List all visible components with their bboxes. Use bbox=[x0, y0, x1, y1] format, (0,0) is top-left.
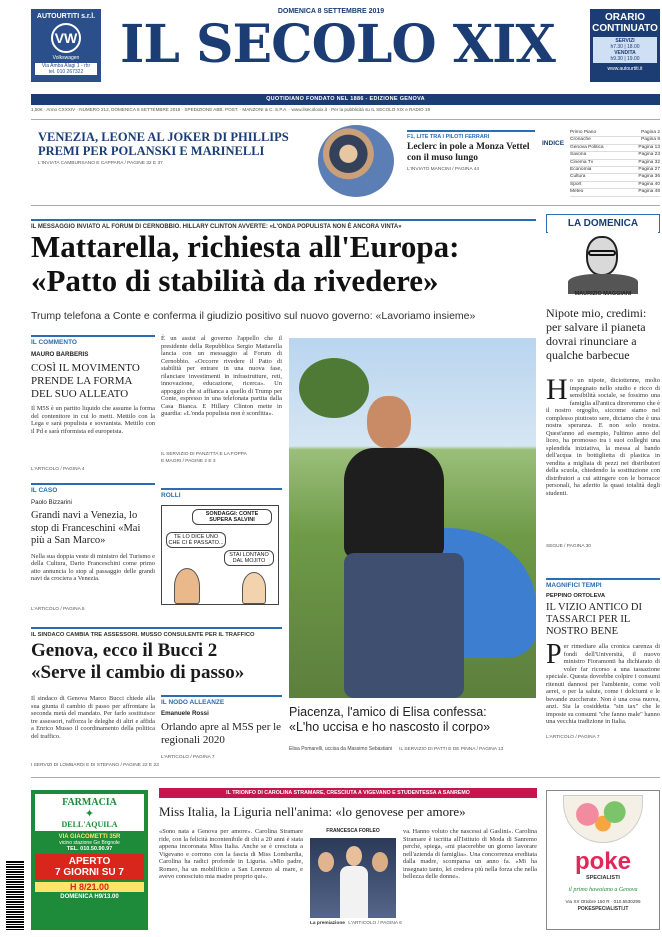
index-section: Primo Piano bbox=[570, 130, 597, 135]
cartoon-figure-icon bbox=[174, 568, 200, 604]
index-page: Pagina 36 bbox=[638, 174, 660, 180]
index-row[interactable] bbox=[570, 174, 660, 181]
miss-caption bbox=[310, 921, 402, 926]
genova-foot: I SERVIZI DI LOMBARDI E DI STEFANO / PAGINE 22 E 23 bbox=[31, 763, 159, 768]
magnifici-foot: L'ARTICOLO / PAGINA 7 bbox=[546, 735, 600, 740]
pharmacy-address2: vicino stazione Ge Brignole bbox=[59, 840, 120, 846]
poke-brand: poke bbox=[574, 848, 631, 875]
miss-body-1: «Sono nata a Genova per amore». Carolina Stramare ride, con la felicità incontenibile di chi a 20 anni è stata appena incoronata Miss Italia. Anche se è cresciuta a Vigevano e corrono con la fascia di Miss Lombardia, Carolina ha radici profonde in Liguria. «Mio padre, Romeo, ha un mobilificio a San Lorenzo al mare, e avevo conosciuto mia madre proprio qui». bbox=[159, 828, 303, 880]
index-row[interactable] bbox=[570, 152, 660, 159]
cartoon-bubble: SONDAGGI: CONTE SUPERA SALVINI bbox=[192, 509, 272, 525]
domenica-label: LA DOMENICA bbox=[546, 214, 660, 233]
teaser-title: VENEZIA, LEONE AL JOKER DI PHILLIPS PREMI PER POLANSKI E MARINELLI bbox=[38, 130, 289, 158]
domenica-article bbox=[546, 373, 660, 549]
caso-foot: L'ARTICOLO / PAGINA 5 bbox=[31, 606, 85, 612]
commento-block[interactable] bbox=[31, 335, 155, 472]
alleanze-block[interactable] bbox=[161, 695, 282, 760]
index-page: Pagina 13 bbox=[638, 144, 660, 150]
left-masthead-ad[interactable] bbox=[31, 9, 101, 82]
magnifici-block[interactable] bbox=[546, 578, 660, 740]
glasses-icon bbox=[588, 250, 616, 256]
teaser-kicker: F1, LITE TRA I PILOTI FERRARI bbox=[407, 130, 535, 140]
person-legs bbox=[344, 553, 464, 698]
lead-headline[interactable] bbox=[31, 230, 536, 298]
teaser-title: Leclerc in pole a Monza Vettel con il muso lungo bbox=[407, 142, 530, 163]
dropcap: H bbox=[546, 373, 568, 406]
genova-headline-line: «Serve il cambio di passo» bbox=[31, 662, 245, 683]
index-row[interactable] bbox=[570, 160, 660, 167]
pharmacy-address: VIA GIACOMETTI 35R bbox=[58, 834, 121, 840]
magnifici-body: er rimediare alla cronica carenza di fondi dell'Università, il nuovo ministro Fioramonti ha dichiarato di voler far ricorso a una tassazione speciale. Questa dovrebbe colpire i consumi ritenuti dannosi per l'ambiente, come voli aerei, o per la salute, come i dolciumi e le bevande zuccherate. Non è una cosa nuova, anzi. Sia la cosiddetta "sin tax" che le imposte su consumi "che fanno male" hanno una vecchia tradizione in Italia. bbox=[546, 643, 660, 725]
rolli-block bbox=[161, 488, 282, 605]
tree-icon bbox=[299, 358, 369, 418]
ad-title: ORARIO CONTINUATO bbox=[592, 12, 658, 34]
maggiani-portrait bbox=[548, 232, 658, 286]
magnifici-label: MAGNIFICI TEMPI bbox=[546, 578, 660, 589]
lead-headline-line: «Patto di stabilità da rivedere» bbox=[31, 263, 439, 298]
mattarella-body: È un assist al governo l'appello che il presidente della Repubblica Sergio Mattarella lancia con un messaggio al Forum di Cernobbio. «Occorre rivedere il Patto di stabilità per entrare in una nuova fase, rilanciare investimenti in infrastrutture, reti, innovazione, educazione, ricerca». Un appoggio che si affianca a quello di Trump per Conte, espresso in una telefonata partita dalla Casa Bianca. E Hillary Clinton mette in guardia: «L'onda populista non è sconfitta». bbox=[161, 335, 282, 417]
index-section: Savona bbox=[570, 152, 587, 158]
ad-address: Via Amba Alagi 1 - rhr bbox=[35, 63, 97, 69]
cartoon bbox=[161, 505, 279, 605]
mattarella-foot: E MAGRI / PAGINE 2 E 3 bbox=[161, 459, 216, 464]
alleanze-title: Orlando apre al M5S per le regionali 2020 bbox=[161, 721, 282, 746]
lead-deck: Trump telefona a Conte e conferma il giudizio positivo sul nuovo governo: «Lavoriamo insieme» bbox=[31, 310, 476, 322]
index-row[interactable] bbox=[570, 137, 660, 144]
pharmacy-name: FARMACIA bbox=[62, 797, 117, 808]
index-section: Economia bbox=[570, 167, 592, 173]
genova-kicker: IL SINDACO CAMBIA TRE ASSESSORI. MUSSO CONSULENTE PER IL TRAFFICO bbox=[31, 627, 282, 638]
teaser-venezia[interactable] bbox=[38, 130, 320, 166]
photo-caption: Elisa Pomarelli, uccisa da Massimo Sebastiani bbox=[289, 746, 393, 752]
photo-headline bbox=[289, 705, 536, 734]
teaser-byline: L'INVIATO MANCINI / PAGINA 44 bbox=[407, 167, 480, 172]
ad-line: h9.30 | 19.00 bbox=[610, 56, 640, 62]
index-section: Cronache bbox=[570, 137, 591, 143]
masthead-infoline: 1,50€ · Anno CXXXIV · NUMERO 212, DOMENICA 8 SETTEMBRE 2019 · SPEDIZIONE ABB. POST. · MANZONI & C. S.P.A. · www.ilsecoloxix.it · Per la pubblicità su IL SECOLO XIX e RADIO 19 bbox=[31, 107, 431, 112]
alleanze-author: Emanuele Rossi bbox=[161, 710, 209, 717]
ad-line: SERVIZI bbox=[615, 38, 635, 44]
ad-line: VENDITA bbox=[614, 50, 636, 56]
person-body bbox=[344, 448, 444, 558]
pharmacy-phone: TEL. 010.50.90.97 bbox=[66, 846, 113, 852]
avatar bbox=[586, 236, 618, 276]
masthead-tagline-bar: QUOTIDIANO FONDATO NEL 1886 - EDIZIONE GENOVA bbox=[31, 94, 660, 105]
genova-headline-line: Genova, ecco il Bucci 2 bbox=[31, 640, 218, 661]
magnifici-title: IL VIZIO ANTICO DI TASSARCI PER IL NOSTRO BENE bbox=[546, 602, 642, 637]
index-page: Pagina 2 bbox=[641, 130, 660, 135]
masthead-date: DOMENICA 8 SETTEMBRE 2019 bbox=[277, 8, 385, 15]
index-page: Pagina 32 bbox=[638, 159, 660, 165]
domenica-title[interactable]: Nipote mio, credimi: per salvare il pianeta dovrai rinunciare a qualche barbecue bbox=[546, 306, 647, 362]
index-label: INDICE bbox=[542, 140, 565, 147]
photo-story[interactable] bbox=[289, 338, 536, 762]
miss-kicker-bar: IL TRIONFO DI CAROLINA STRAMARE, CRESCIUTA A VIGEVANO E STUDENTESSA A SANREMO bbox=[159, 788, 537, 798]
poke-url: POKESPECIALISTI.IT bbox=[577, 906, 629, 912]
alleanze-foot: L'ARTICOLO / PAGINA 7 bbox=[161, 755, 215, 760]
commento-title: COSÌ IL MOVIMENTO PRENDE LA FORMA DEL SUO ALLEATO bbox=[31, 362, 140, 400]
poke-sub: SPECIALISTI bbox=[586, 875, 620, 881]
pharmacy-ad[interactable] bbox=[31, 790, 148, 930]
teaser-f1[interactable] bbox=[407, 130, 535, 172]
index-section: Cultura bbox=[570, 174, 586, 180]
domenica-foot: SEGUE / PAGINA 30 bbox=[546, 544, 591, 549]
index-page: Pagina 48 bbox=[638, 189, 660, 195]
magnifici-author: PEPPINO ORTOLEVA bbox=[546, 593, 606, 599]
pharmacy-days: 7 GIORNI SU 7 bbox=[55, 867, 124, 878]
genova-headline[interactable] bbox=[31, 640, 282, 684]
photo-headline-line: «L'ho uccisa e ho nascosto il corpo» bbox=[289, 719, 491, 734]
genova-body: Il sindaco di Genova Marco Bucci chiede alla sua giunta il cambio di passo per affrontare la seconda metà del mandato. Per farlo sostituisce tre assessori, rafforza le deleghe di altri e affida a Enrico Musso il coordinamento della politica del traffico. bbox=[31, 695, 155, 740]
index-page: Pagina 40 bbox=[638, 181, 660, 187]
index-row[interactable] bbox=[570, 189, 660, 196]
barcode bbox=[6, 860, 24, 930]
poke-address: Via XX Ottobre 150 R · 010.5530295 bbox=[565, 899, 641, 904]
cartoon-bubble: TE LO DICE UNO CHE CI È PASSATO... bbox=[166, 532, 226, 548]
ad-brand: AUTOURTITI s.r.l. bbox=[36, 13, 96, 20]
person-head bbox=[367, 396, 411, 448]
caso-label: IL CASO bbox=[31, 483, 155, 494]
commento-label: IL COMMENTO bbox=[31, 335, 155, 346]
pharmacy-open: APERTO bbox=[68, 856, 111, 867]
teaser-photo bbox=[318, 125, 394, 197]
photo-elisa bbox=[289, 338, 536, 698]
cartoon-figure-icon bbox=[242, 572, 266, 604]
pharmacy-eagle-icon: ✦ bbox=[84, 808, 95, 820]
caso-body: Nella sua doppia veste di ministro del Turismo e della Cultura, Dario Franceschini come primo atto annuncia lo stop al passaggio delle grandi navi da crociera a Venezia. bbox=[31, 552, 155, 582]
index-page: Pagina 8 bbox=[641, 137, 660, 143]
index-section: Sport bbox=[570, 181, 582, 187]
ad-url: www.autourtiti.it bbox=[607, 66, 643, 72]
index-page: Pagina 23 bbox=[638, 152, 660, 158]
poke-bowl-icon bbox=[563, 795, 643, 843]
domenica-author: MAURIZIO MAGGIANI bbox=[574, 291, 632, 297]
pharmacy-name2: DELL'AQUILA bbox=[61, 820, 118, 829]
dropcap: P bbox=[546, 639, 562, 670]
pharmacy-sunday: DOMENICA H9/13.00 bbox=[60, 894, 119, 900]
miss-body-2: va. Hanno voluto che nascessi al Gaslini». Carolina Stramare è iscritta all'Istituto di Moda di Sanremo perché, spiega, «mi piacerebbe un giorno lavorare nell'azienda di famiglia». Una concorrenza ereditata dalla madre, scomparsa un anno fa. «Mi ha insegnato tanto, lei credeva più nella forza che nella bellezza delle donne». bbox=[403, 828, 537, 880]
caso-title: Grandi navi a Venezia, lo stop di Franceschini «Mai più a San Marco» bbox=[31, 510, 141, 546]
caso-block[interactable] bbox=[31, 483, 155, 612]
index-section: Cinema Tv bbox=[570, 159, 594, 165]
commento-author: MAURO BARBERIS bbox=[31, 351, 89, 358]
miss-photo bbox=[310, 838, 396, 918]
vw-logo-icon: VW bbox=[51, 23, 81, 53]
poke-ad[interactable] bbox=[546, 790, 660, 930]
photo-headline-line: Piacenza, l'amico di Elisa confessa: bbox=[289, 705, 487, 719]
index-section: Meteo bbox=[570, 189, 584, 195]
photo-foot: IL SERVIZIO DI PATTI E DE PINNA / PAGINA 13 bbox=[399, 747, 504, 752]
commento-foot: L'ARTICOLO / PAGINA 4 bbox=[31, 467, 85, 472]
poke-slogan: il primo hawaiano a Genova bbox=[568, 887, 638, 893]
cartoon-bubble: STAI LONTANO DAL MOJITO bbox=[224, 550, 274, 566]
index-page: Pagina 27 bbox=[638, 167, 660, 173]
rolli-label: ROLLI bbox=[161, 488, 282, 499]
miss-caption-text: La premiazione bbox=[310, 921, 345, 926]
masthead-title[interactable]: IL SECOLO XIX bbox=[120, 14, 555, 75]
caso-author: Paolo Bizzarini bbox=[31, 499, 72, 506]
mattarella-foot: IL SERVIZIO DI PANZITTA E LA FOPPA bbox=[161, 452, 247, 457]
lead-headline-line: Mattarella, richiesta all'Europa: bbox=[31, 229, 460, 264]
index-section: Genova Politica bbox=[570, 144, 604, 150]
alleanze-label: IL NODO ALLEANZE bbox=[161, 695, 282, 706]
domenica-body: o un nipote, diciottenne, molto impegnato nello studio e ricco di sensibilità sociale, se fossimo una famiglia all'antica direremmo che è il nostro orgoglio, siccome siamo nel complesso piuttosto sere, diciamo che è una nostra speranza. E non solo nostra. Quest'anno ad esempio, l'ultimo anno del liceo, ha promosso tra i suoi colleghi una splendida iniziativa, la messa al bando dell'acqua in bottiglietta di plastica in vendita a migliaia di pezzi nei distributori della scuola, chiedendo la sostituzione con distributori a cui attingere con le borracce personali, ha aderito la quasi totalità degli studenti. bbox=[546, 377, 660, 497]
miss-author: FRANCESCA FORLEO bbox=[326, 828, 380, 834]
miss-foot: L'ARTICOLO / PAGINA 6 bbox=[348, 921, 402, 926]
pharmacy-hours: H 8/21.00 bbox=[35, 882, 144, 892]
right-masthead-ad[interactable] bbox=[590, 9, 660, 82]
index-list bbox=[570, 130, 660, 197]
ad-phone: tel. 010 267322 bbox=[35, 69, 97, 75]
ad-sub: Volkswagen bbox=[52, 55, 80, 61]
teaser-byline: L'INVIATA CAMBURSANO E CAPPARA / PAGINE 32 E 37 bbox=[38, 161, 163, 166]
commento-body: Il M5S è un partito liquido che assume la forma del contenitore in cui lo metti. Mettilo con la Lega e sarà populista e sovranista. Mettilo con il Pd e sarà riformista ed europeista. bbox=[31, 405, 155, 435]
lead-kicker: IL MESSAGGIO INVIATO AL FORUM DI CERNOBBIO. HILLARY CLINTON AVVERTE: «L'ONDA POPULISTA NON È ANCORA VINTA» bbox=[31, 219, 536, 230]
ad-line: h7.30 | 18.00 bbox=[610, 44, 640, 50]
miss-headline[interactable]: Miss Italia, la Liguria nell'anima: «lo genovese per amore» bbox=[159, 804, 466, 819]
